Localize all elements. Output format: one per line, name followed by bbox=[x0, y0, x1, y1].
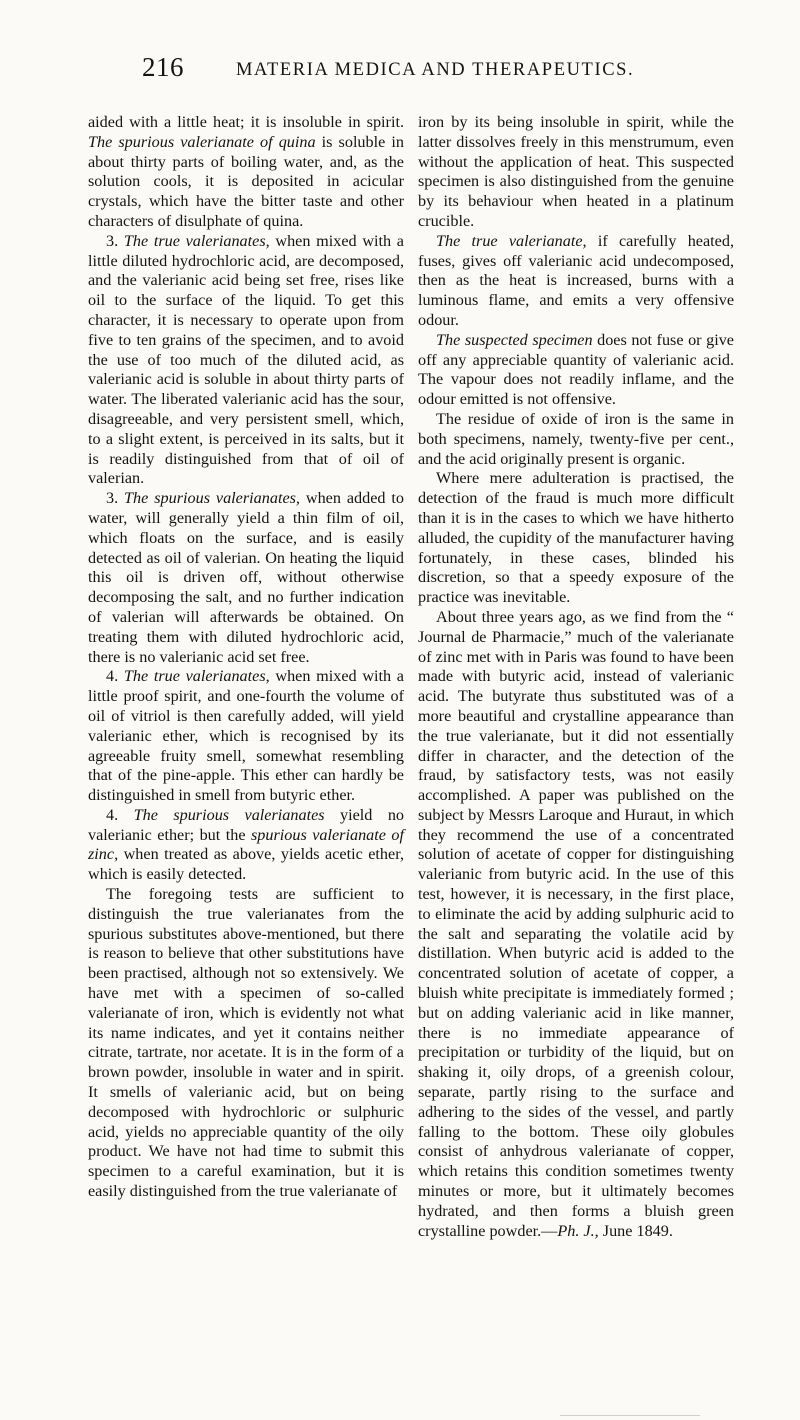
text-run: 4. bbox=[106, 805, 134, 824]
italic-text: The spurious valerianate of quina bbox=[88, 132, 316, 151]
text-run: aided with a little heat; it is insoluble in spirit. bbox=[88, 113, 404, 131]
text-run: 3. bbox=[106, 489, 125, 508]
right-text-column bbox=[418, 113, 734, 1241]
text-run: 3. bbox=[106, 231, 124, 250]
paragraph bbox=[88, 489, 404, 667]
paragraph bbox=[418, 331, 734, 410]
italic-text: The true valerianates, bbox=[123, 231, 270, 250]
paragraph bbox=[418, 232, 734, 331]
italic-text: spurious valerianate of zinc, bbox=[88, 825, 404, 864]
text-run: when mixed with a little proof spirit, and one-fourth the volume of oil of vitriol is then carefully added, will yield valerianic ether, which is recognised by its agreeable fruity smell, somewhat resembling that of the pine-apple. This ether can hardly be distinguished in smell from butyric ether. bbox=[88, 667, 404, 805]
text-run: iron by its being insoluble in spirit, while the latter dissolves freely in this menstrumum, even without the application of heat. This suspected specimen is also distinguished from the genuine by its behaviour when heated in a platinum crucible. bbox=[418, 113, 734, 230]
page-header bbox=[40, 52, 760, 92]
paragraph bbox=[88, 667, 404, 806]
text-run: when mixed with a little diluted hydrochloric acid, are decomposed, and the valerianic acid being set free, rises like oil to the surface of the liquid. To get this character, it is necessary to operate upon from five to ten grains of the specimen, and to avoid the use of too much of the diluted acid, as valerianic acid is soluble in about thirty parts of water. The liberated valerianic acid has the sour, disagreeable, and very persistent smell, which, to a slight extent, is perceived in its salts, but it is readily distinguished from that of oil of valerian. bbox=[88, 231, 404, 488]
paragraph bbox=[88, 806, 404, 885]
italic-text: The spurious valerianates, bbox=[124, 489, 300, 508]
text-run: The foregoing tests are sufficient to distinguish the true valerianates from the spurious substitutes above-mentioned, but there is reason to believe that other substitutions have been practised, although not so extensively. We have met with a specimen of so-called valerianate of iron, which is evidently not what its name indicates, and yet it contains neither citrate, tartrate, nor acetate. It is in the form of a brown powder, insoluble in water and in spirit. It smells of valerianic acid, but on being decomposed with hydrochloric or sulphuric acid, yields no appreciable quantity of the oily product. We have not had time to submit this specimen to a careful examination, but it is easily distinguished from the true valerianate of bbox=[88, 885, 404, 1201]
left-text-column bbox=[88, 113, 404, 1202]
italic-text: The true valerianates, bbox=[123, 667, 270, 686]
text-run: when treated as above, yields acetic ether, which is easily detected. bbox=[88, 845, 404, 884]
paragraph bbox=[88, 232, 404, 489]
paragraph bbox=[418, 113, 734, 232]
paragraph bbox=[418, 469, 734, 608]
text-run: About three years ago, as we find from the “ Journal de Pharmacie,” much of the valerianate of zinc met with in Paris was found to have been made with butyric acid, instead of valerianic acid. The butyrate thus substituted was of a more beautiful and crystalline appearance than the true valerianate, but it did not essentially differ in character, and the detection of the fraud, by satisfactory tests, was not easily accomplished. A paper was published on the subject by Messrs Laroque and Huraut, in which they recommend the use of a concentrated solution of acetate of copper for distinguishing valerianic from butyric acid. In the use of this test, however, it is necessary, in the first place, to eliminate the acid by adding sulphuric acid to the salt and separating the volatile acid by distillation. When butyric acid is added to the concentrated solution of acetate of copper, a bluish white precipitate is immediately formed ; but on adding valerianic acid in like manner, there is no immediate appearance of precipitation or turbidity of the liquid, but on shaking it, oily drops, of a greenish colour, separate, partly rising to the surface and adhering to the sides of the vessel, and partly falling to the bottom. These oily globules consist of anhydrous valerianate of copper, which retains this condition sometimes twenty minutes or more, but it ultimately becomes hydrated, and then forms a bluish green crystalline powder.— bbox=[418, 607, 734, 1240]
page-number: 216 bbox=[142, 52, 184, 82]
running-title: MATERIA MEDICA AND THERAPEUTICS. bbox=[236, 60, 635, 80]
italic-text: The suspected specimen bbox=[436, 330, 593, 349]
italic-text: The spurious valerianates bbox=[133, 805, 325, 824]
paragraph bbox=[88, 113, 404, 232]
paragraph bbox=[88, 885, 404, 1202]
text-run: The residue of oxide of iron is the same in both specimens, namely, twenty-five per cent., and the acid originally present is organic. bbox=[418, 409, 734, 468]
footer-rule bbox=[560, 1415, 700, 1416]
text-run: Where mere adulteration is practised, the detection of the fraud is much more difficult than it is in the cases to which we have hitherto alluded, the cupidity of the manufacturer having fortunately, in these cases, blinded his discretion, so that a speedy exposure of the practice was inevitable. bbox=[418, 469, 734, 607]
text-run: if carefully heated, fuses, gives off valerianic acid undecomposed, then as the heat is increased, burns with a luminous flame, and emits a very offensive odour. bbox=[418, 231, 734, 329]
italic-text: Ph. J., bbox=[557, 1221, 599, 1240]
text-run: yield no valerianic ether; but the bbox=[88, 805, 405, 844]
paragraph bbox=[418, 410, 734, 469]
text-run: does not fuse or give off any appreciable quantity of valerianic acid. The vapour does not readily inflame, and the odour emitted is not offensive. bbox=[418, 330, 734, 409]
text-run: June 1849. bbox=[598, 1221, 673, 1240]
text-run: when added to water, will generally yield a thin film of oil, which floats on the surface, and is easily detected as oil of valerian. On heating the liquid this oil is driven off, without otherwise decomposing the salt, and no further indication of valerian will afterwards be obtained. On treating them with diluted hydrochloric acid, there is no valerianic acid set free. bbox=[88, 489, 404, 666]
paragraph bbox=[418, 608, 734, 1242]
text-run: 4. bbox=[106, 667, 124, 686]
italic-text: The true valerianate, bbox=[436, 231, 587, 250]
text-run: is soluble in about thirty parts of boiling water, and, as the solution cools, it is deposited in acicular crystals, which have the bitter taste and other characters of disulphate of quina. bbox=[88, 132, 404, 230]
